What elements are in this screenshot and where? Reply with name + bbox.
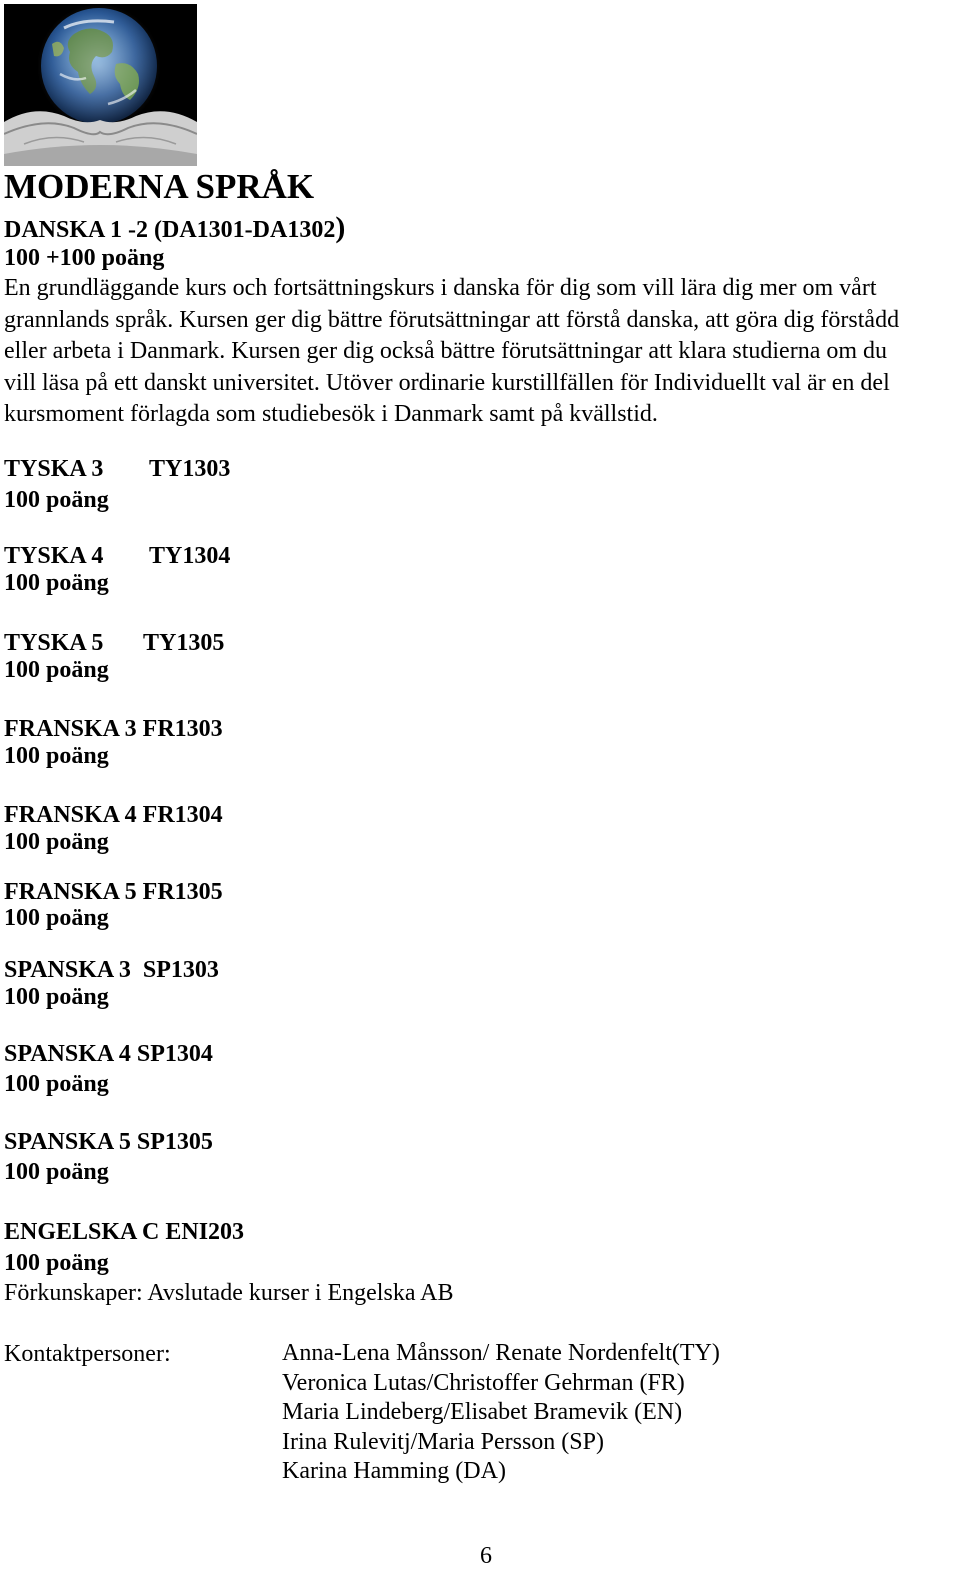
danska-heading-text: DANSKA 1 -2 (DA1301-DA1302 <box>4 217 336 243</box>
course-name: TYSKA 4 <box>4 543 104 569</box>
course-points: 100 poäng <box>4 487 109 513</box>
contact-person: Anna-Lena Månsson/ Renate Nordenfelt(TY) <box>282 1340 720 1366</box>
page-title: MODERNA SPRÅK <box>4 167 315 206</box>
description-line: kursmoment förlagda som studiebesök i Danmark samt på kvällstid. <box>4 401 658 427</box>
contacts-label: Kontaktpersoner: <box>4 1341 171 1367</box>
course-points: 100 poäng <box>4 1250 109 1276</box>
contacts-list <box>282 1339 720 1487</box>
course-heading <box>4 541 231 571</box>
contact-person: Maria Lindeberg/Elisabet Bramevik (EN) <box>282 1399 683 1425</box>
course-code: TY1305 <box>143 630 225 656</box>
course-code: TY1304 <box>149 543 231 569</box>
course-heading: SPANSKA 3 SP1303 <box>4 957 219 983</box>
danska-points: 100 +100 poäng <box>4 245 165 271</box>
course-heading: ENGELSKA C ENI203 <box>4 1219 245 1245</box>
course-code: TY1303 <box>149 456 231 482</box>
course-points: 100 poäng <box>4 1159 109 1185</box>
contact-person: Irina Rulevitj/Maria Persson (SP) <box>282 1428 604 1455</box>
globe-in-hands-image <box>4 4 197 166</box>
course-points: 100 poäng <box>4 1071 109 1097</box>
course-name: TYSKA 3 <box>4 456 104 482</box>
page-number: 6 <box>480 1543 492 1569</box>
description-line: vill läsa på ett danskt universitet. Utöver ordinarie kurstillfällen för Individuellt val är en del <box>4 369 890 396</box>
course-heading <box>4 454 231 484</box>
danska-description <box>4 273 960 431</box>
course-heading: FRANSKA 4 FR1304 <box>4 802 223 828</box>
danska-heading-paren: ) <box>335 211 346 244</box>
course-points: 100 poäng <box>4 570 109 596</box>
course-heading: SPANSKA 5 SP1305 <box>4 1129 213 1155</box>
danska-heading <box>4 213 345 245</box>
course-points: 100 poäng <box>4 984 109 1010</box>
description-line: eller arbeta i Danmark. Kursen ger dig också bättre förutsättningar att klara studierna om du <box>4 338 888 364</box>
contact-person: Veronica Lutas/Christoffer Gehrman (FR) <box>282 1369 685 1396</box>
course-name: TYSKA 5 <box>4 630 104 656</box>
course-heading: SPANSKA 4 SP1304 <box>4 1041 213 1067</box>
description-line: grannlands språk. Kursen ger dig bättre förutsättningar att förstå danska, att göra dig förstådd <box>4 306 900 333</box>
course-points: 100 poäng <box>4 829 109 855</box>
course-points: 100 poäng <box>4 905 109 931</box>
course-heading <box>4 628 225 658</box>
engelska-prerequisites: Förkunskaper: Avslutade kurser i Engelska AB <box>4 1280 454 1306</box>
course-heading: FRANSKA 3 FR1303 <box>4 716 223 742</box>
description-line: En grundläggande kurs och fortsättningskurs i danska för dig som vill lära dig mer om vårt <box>4 275 877 301</box>
course-points: 100 poäng <box>4 743 109 769</box>
course-heading: FRANSKA 5 FR1305 <box>4 879 223 905</box>
course-points: 100 poäng <box>4 657 109 683</box>
contact-person: Karina Hamming (DA) <box>282 1458 506 1484</box>
